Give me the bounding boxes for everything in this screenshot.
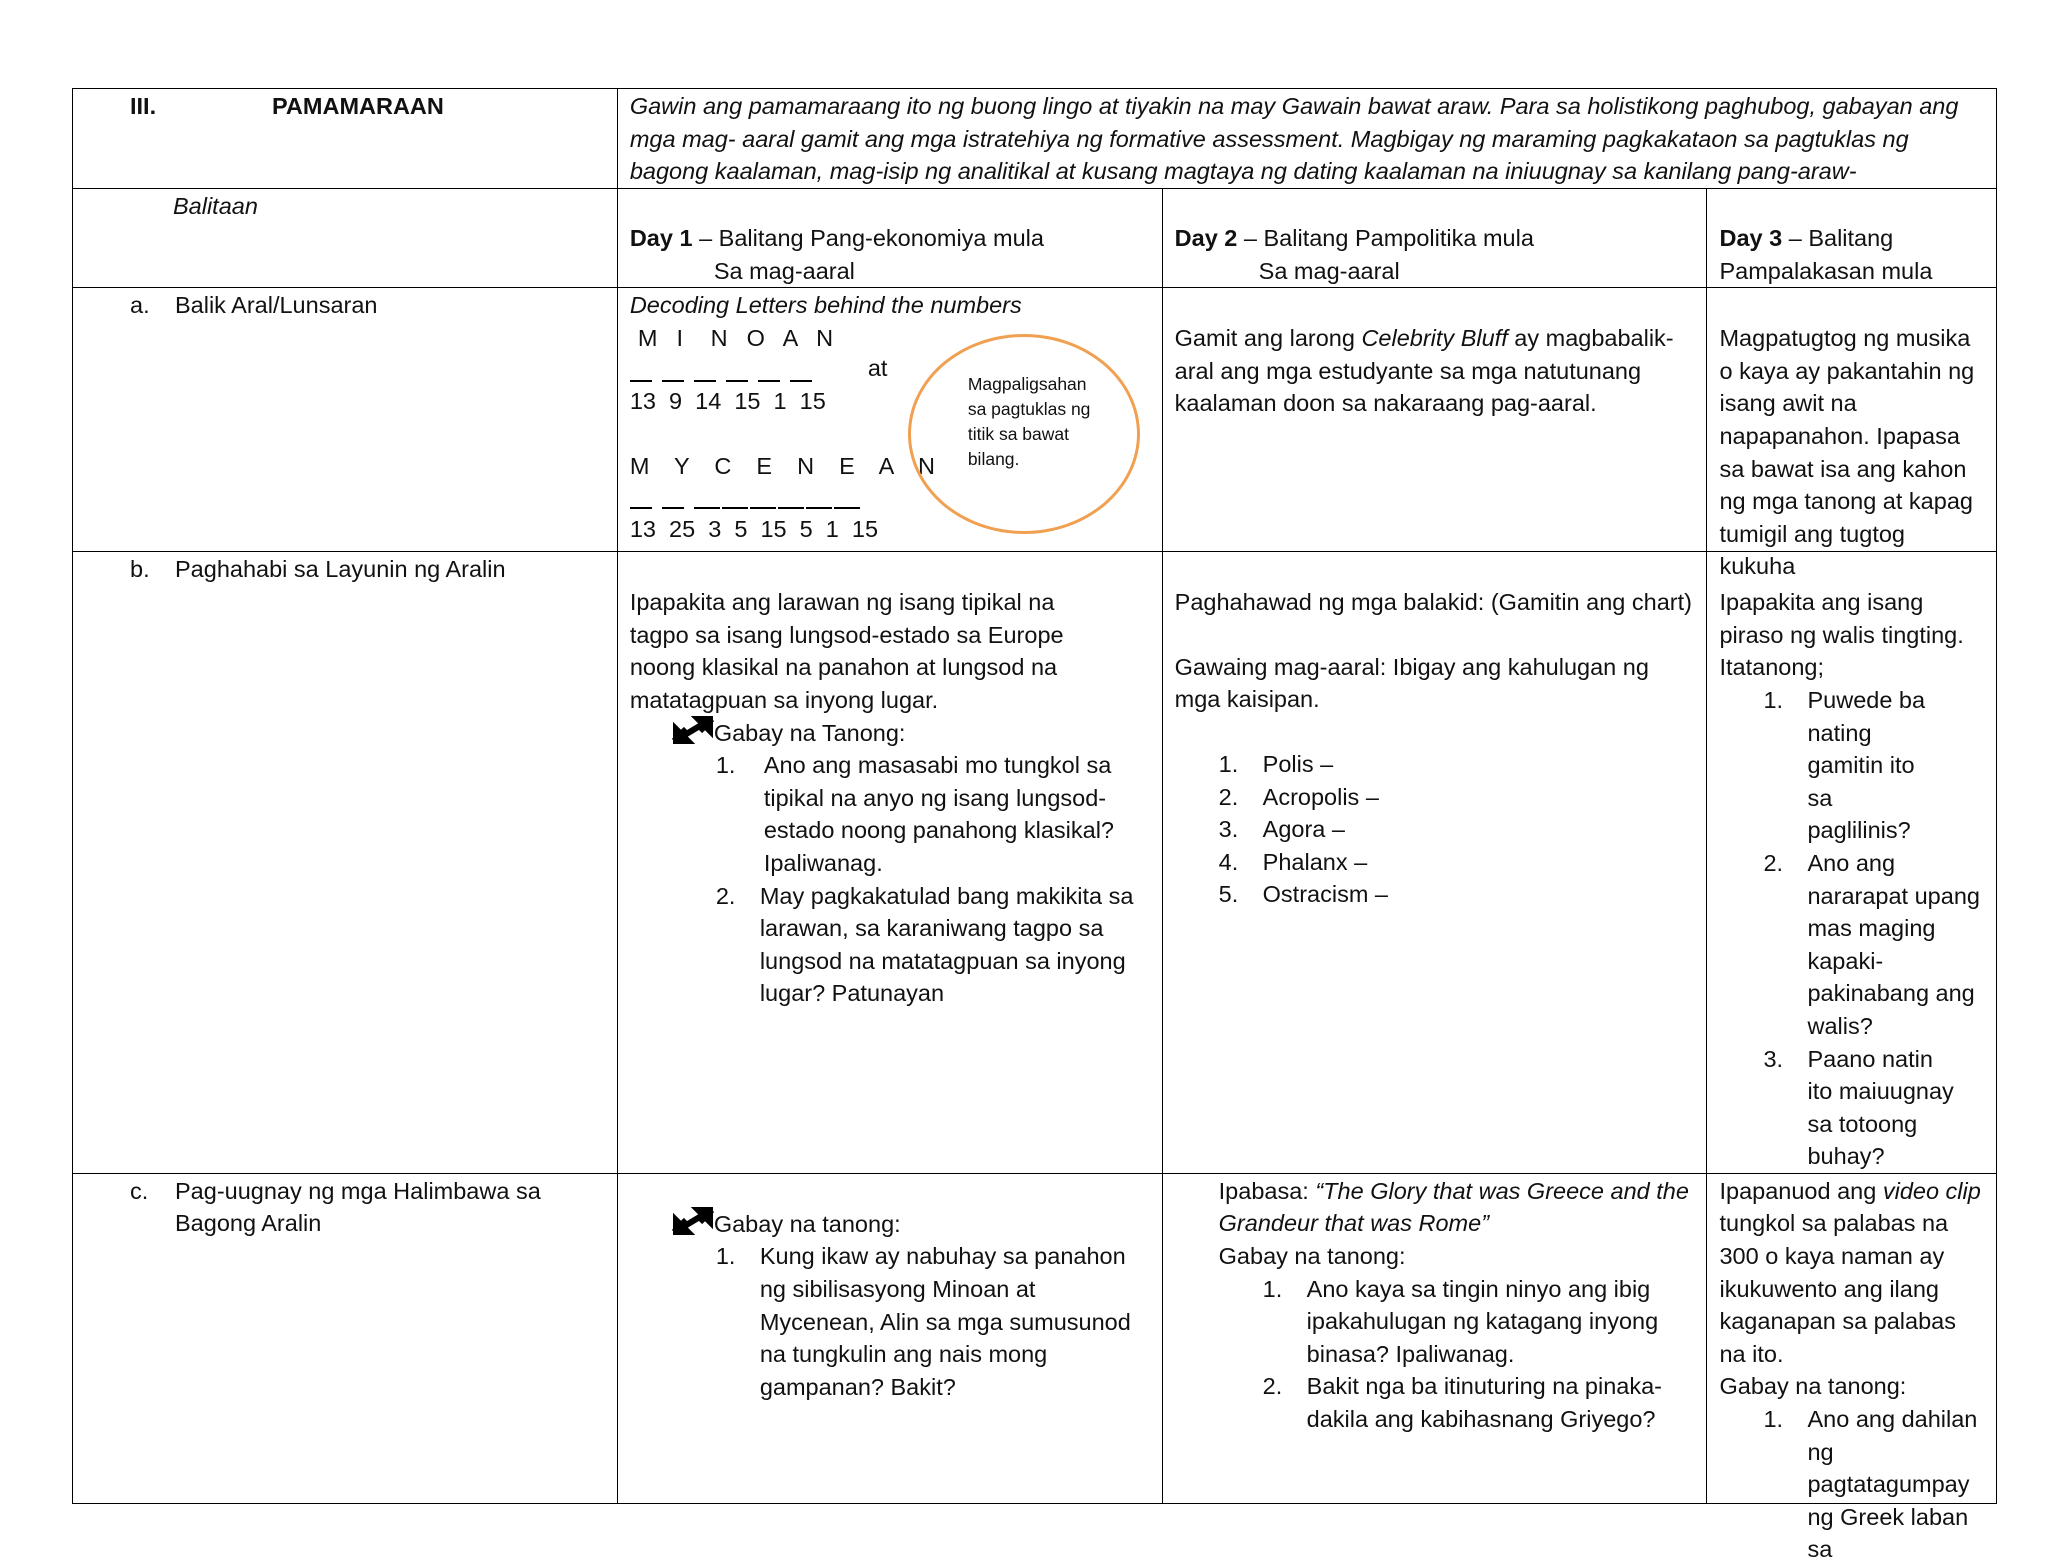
row-c-day1-guide: Gabay na tanong:: [713, 1210, 901, 1237]
day1-source: Sa mag-aaral: [713, 257, 855, 284]
row-b-day2-terms: [1175, 748, 1695, 911]
balitaan-day3-cell: [1707, 189, 1997, 288]
balitaan-day1-cell: [617, 189, 1162, 288]
row-b-day1-questions: [630, 749, 1150, 1010]
balitaan-day2-cell: [1162, 189, 1707, 288]
row-c-day3-q1: Ano ang dahilan ng pagtatagumpay ng Greek laban sa: [1807, 1406, 1978, 1563]
row-a-day2-cell: [1162, 288, 1707, 552]
term-phalanx: Phalanx –: [1262, 848, 1368, 875]
section-instructions: Gawin ang pamamaraang ito ng buong lingo at tiyakin na may Gawain bawat araw. Para sa holistikong paghubog, gabayan ang mga mag- aaral gamit ang mga istratehiya ng formative assessment. Magbigay ng maraming pagkakataon sa pagtuklas ng bagong kaalaman, mag-isip ng analitikal at kusang magtaya ng dating kaalaman na iniuugnay sa kanilang pang-araw-: [629, 93, 1959, 185]
list-item: 1. Kung ikaw ay nabuhay sa panahon ng sibilisasyong Minoan at Mycenean, Alin sa mga sumusunod na tungkulin ang nais mong gampanan? Bakit?: [716, 1240, 1150, 1403]
row-c-day3-text: [1719, 1175, 1984, 1371]
list-item: 3. Paano natin ito maiuugnay sa totoong buhay?: [1763, 1043, 1984, 1173]
row-b-day2-task: Gawaing mag-aaral: Ibigay ang kahulugan ng mga kaisipan.: [1174, 653, 1649, 713]
list-item: 2. May pagkakatulad bang makikita sa larawan, sa karaniwang tagpo sa lungsod na matatagpuan sa inyong lugar? Patunayan: [716, 880, 1150, 1010]
list-item: 1. Ano ang dahilan ng pagtatagumpay ng Greek laban sa: [1763, 1403, 1984, 1467]
row-paghahabi: [73, 552, 1997, 1174]
row-pag-uugnay: [73, 1173, 1997, 1503]
row-b-day1-cell: [617, 552, 1162, 1174]
row-c-day1-questions: [630, 1240, 1150, 1403]
list-item: 2. Acropolis –: [1219, 781, 1695, 814]
row-c-day2-questions: [1219, 1273, 1695, 1436]
word1-letters: M I N O A N: [637, 324, 836, 351]
row-c-letter: c.: [130, 1177, 149, 1204]
row-a-day3-text: Magpatugtog ng musika o kaya ay pakantahin ng isang awit na napapanahon. Ipapasa sa bawat isa ang kahon ng mga tanong at kapag tumigil ang tugtog kukuha: [1719, 325, 1975, 580]
row-b-label: Paghahabi sa Layunin ng Aralin: [175, 556, 506, 583]
section-instructions-cell: [617, 89, 1996, 189]
row-a-day2-post: ay magbabalik-aral ang mga estudyante sa mga natutunang kaalaman doon sa nakaraang pag-aaral.: [1174, 325, 1674, 417]
list-item: 1. Ano kaya sa tingin ninyo ang ibig ipakahulugan ng katagang inyong binasa? Ipaliwanag.: [1263, 1273, 1695, 1371]
section-heading-cell: [73, 89, 618, 189]
day1-label: Day 1: [629, 225, 693, 251]
list-item: 2. Bakit nga ba itinuturing na pinaka-dakila ang kabihasnang Griyego?: [1263, 1370, 1695, 1435]
term-polis: Polis –: [1262, 750, 1334, 777]
double-arrow-icon: [672, 1208, 714, 1234]
row-c-day2-guide: Gabay na tanong:: [1218, 1243, 1406, 1270]
row-c-day2-read: [1219, 1175, 1695, 1240]
word1-at: at: [867, 355, 888, 382]
row-b-day3-q1: Puwede ba nating gamitin ito sa paglilinis?: [1807, 686, 1926, 844]
row-c-day3-post: tungkol sa palabas na 300 o kaya naman ay ikukuwento ang ilang kaganapan sa palabas na ito.: [1719, 1210, 1956, 1367]
row-b-day1-guide-line: [630, 717, 1150, 750]
day2-label: Day 2: [1174, 225, 1238, 251]
list-item: 1. Polis –: [1219, 748, 1695, 781]
row-b-day3-q2: Ano ang nararapat upang mas maging kapaki-pakinabang ang walis?: [1807, 849, 1980, 1039]
list-item: 1. Ano ang masasabi mo tungkol sa tipikal na anyo ng isang lungsod-estado noong panahong klasikal? Ipaliwanag.: [716, 749, 1150, 879]
double-arrow-icon: [672, 717, 714, 743]
decoding-title: Decoding Letters behind the numbers: [629, 292, 1022, 319]
row-b-day1-q2: May pagkakatulad bang makikita sa larawan, sa karaniwang tagpo sa lungsod na matatagpuan sa inyong lugar? Patunayan: [759, 882, 1134, 1007]
row-c-day1-guide-line: [630, 1208, 1150, 1241]
row-b-letter: b.: [130, 556, 150, 583]
section-header-row: [73, 89, 1997, 189]
decoding-note-text: Magpaligsahan sa pagtuklas ng titik sa bawat bilang.: [967, 374, 1091, 470]
list-item: 4. Phalanx –: [1219, 846, 1695, 879]
day1-topic: – Balitang Pang-ekonomiya mula: [692, 225, 1044, 251]
row-c-day3-questions: [1719, 1403, 1984, 1563]
row-b-day3-intro: Ipapakita ang isang piraso ng walis tingting.: [1719, 589, 1964, 648]
list-item: 2. Ano ang nararapat upang mas maging kapaki-pakinabang ang walis?: [1763, 847, 1984, 1043]
row-a-label-cell: [73, 288, 618, 552]
word1-numbers: 13 9 14 15 1 15: [629, 388, 826, 415]
row-c-day2-read-label: Ipabasa:: [1218, 1177, 1316, 1204]
section-number: III.: [130, 93, 157, 119]
row-c-day1-q1: Kung ikaw ay nabuhay sa panahon ng sibilisasyong Minoan at Mycenean, Alin sa mga sumusunod na tungkulin ang nais mong gampanan? Bakit?: [759, 1243, 1131, 1400]
day3-source: Pampalakasan mula: [1719, 257, 1933, 284]
row-a-label: Balik Aral/Lunsaran: [175, 292, 378, 319]
day2-source: Sa mag-aaral: [1258, 257, 1400, 284]
balitaan-row: [73, 189, 1997, 288]
row-c-day2-q1: Ano kaya sa tingin ninyo ang ibig ipakahulugan ng katagang inyong binasa? Ipaliwanag.: [1306, 1275, 1659, 1367]
row-c-day3-cell: [1707, 1173, 1997, 1563]
row-b-label-cell: [73, 552, 618, 1174]
row-a-day3-cell: [1707, 288, 1997, 580]
section-title: PAMAMARAAN: [272, 93, 444, 119]
row-a-day2-pre: Gamit ang larong: [1174, 325, 1362, 352]
word2-numbers: 13 25 3 5 15 5 1 15: [629, 515, 879, 542]
balitaan-label-cell: [73, 189, 618, 288]
row-c-label: Pag-uugnay ng mga Halimbawa sa Bagong Aralin: [175, 1177, 541, 1237]
row-b-day1-intro: Ipapakita ang larawan ng isang tipikal na tagpo sa isang lungsod-estado sa Europe noong klasikal na panahon at lungsod na matatagpuan sa inyong lugar.: [629, 589, 1064, 713]
balitaan-label: Balitaan: [173, 193, 258, 219]
day3-topic: – Balitang: [1782, 225, 1894, 251]
row-b-day2-intro: Paghahawad ng mga balakid: (Gamitin ang chart): [1174, 589, 1692, 616]
term-acropolis: Acropolis –: [1262, 783, 1379, 810]
row-b-day1-q1: Ano ang masasabi mo tungkol sa tipikal na anyo ng isang lungsod-estado noong panahong klasikal? Ipaliwanag.: [763, 752, 1114, 876]
term-ostracism: Ostracism –: [1262, 881, 1389, 908]
row-b-day2-cell: [1162, 552, 1707, 1174]
list-item: 5. Ostracism –: [1219, 878, 1695, 911]
row-c-day3-pre: Ipapanuod ang: [1719, 1177, 1883, 1204]
row-b-day3-cell: [1707, 552, 1997, 1174]
row-balik-aral: [73, 288, 1997, 552]
row-b-day3-ask: Itatanong;: [1719, 654, 1825, 681]
list-item: 1. Puwede ba nating gamitin ito sa paglilinis?: [1763, 684, 1984, 847]
row-b-day3-questions: [1719, 684, 1984, 1173]
row-b-day1-guide: Gabay na Tanong:: [713, 719, 906, 746]
word1-blanks: [630, 358, 822, 391]
row-c-label-cell: [73, 1173, 618, 1503]
lesson-plan-table: [72, 88, 1997, 1563]
row-c-day1-cell: [617, 1173, 1162, 1503]
day2-topic: – Balitang Pampolitika mula: [1237, 225, 1534, 251]
term-agora: Agora –: [1262, 816, 1345, 843]
word2-letters: M Y C E N E A N: [629, 452, 939, 479]
row-c-day3-video: video clip: [1882, 1177, 1981, 1204]
row-a-letter: a.: [130, 292, 150, 319]
row-a-day1-cell: [617, 288, 1162, 552]
day3-label: Day 3: [1719, 225, 1783, 251]
row-a-day2-game: Celebrity Bluff: [1361, 325, 1508, 352]
row-c-day3-guide: Gabay na tanong:: [1719, 1373, 1907, 1400]
row-c-day2-q2: Bakit nga ba itinuturing na pinaka-dakila ang kabihasnang Griyego?: [1306, 1373, 1663, 1433]
row-c-day2-read-title: “The Glory that was Greece and the Grandeur that was Rome”: [1218, 1177, 1689, 1237]
list-item: 3. Agora –: [1219, 813, 1695, 846]
row-c-day2-cell: [1162, 1173, 1707, 1503]
row-b-day3-q3: Paano natin ito maiuugnay sa totoong buhay?: [1807, 1045, 1954, 1170]
